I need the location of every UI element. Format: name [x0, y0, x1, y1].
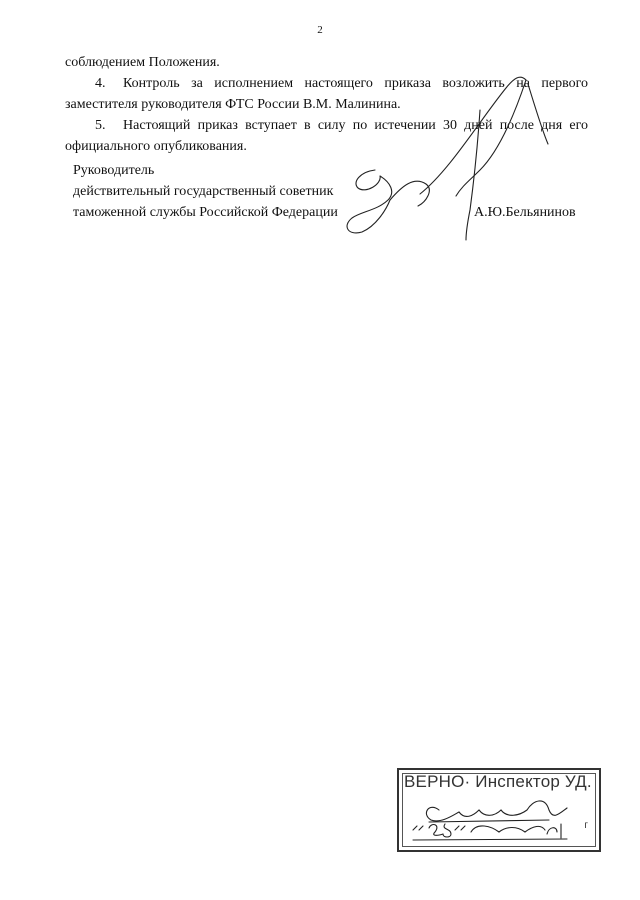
- stamp-date-text: [407, 820, 408, 821]
- signatory-title-line-1: Руководитель: [73, 163, 155, 178]
- item-5-number: 5.: [95, 118, 106, 133]
- signatory-name: А.Ю.Бельянинов: [474, 205, 576, 220]
- stamp-title: ВЕРНО· Инспектор УД.: [404, 772, 592, 791]
- paragraph-continuation: соблюдением Положения.: [65, 55, 220, 70]
- certification-stamp: [397, 768, 601, 852]
- stamp-handwritten-date: [407, 820, 577, 842]
- item-5-text: Настоящий приказ вступает в силу по истечении 30 дней после дня его официального опубликования.: [65, 118, 588, 154]
- item-4-text: Контроль за исполнением настоящего приказа возложить на первого заместителя руководителя ФТС России В.М. Малинина.: [65, 76, 588, 112]
- item-4-number: 4.: [95, 76, 106, 91]
- page-number: 2: [317, 24, 323, 36]
- signatory-title-line-3: таможенной службы Российской Федерации: [73, 205, 338, 220]
- stamp-year-suffix: г: [584, 820, 588, 831]
- handwritten-signature: [330, 60, 560, 260]
- stamp-date-line: [407, 820, 592, 845]
- signatory-title-line-2: действительный государственный советник: [73, 184, 334, 199]
- signature-block: [73, 160, 338, 223]
